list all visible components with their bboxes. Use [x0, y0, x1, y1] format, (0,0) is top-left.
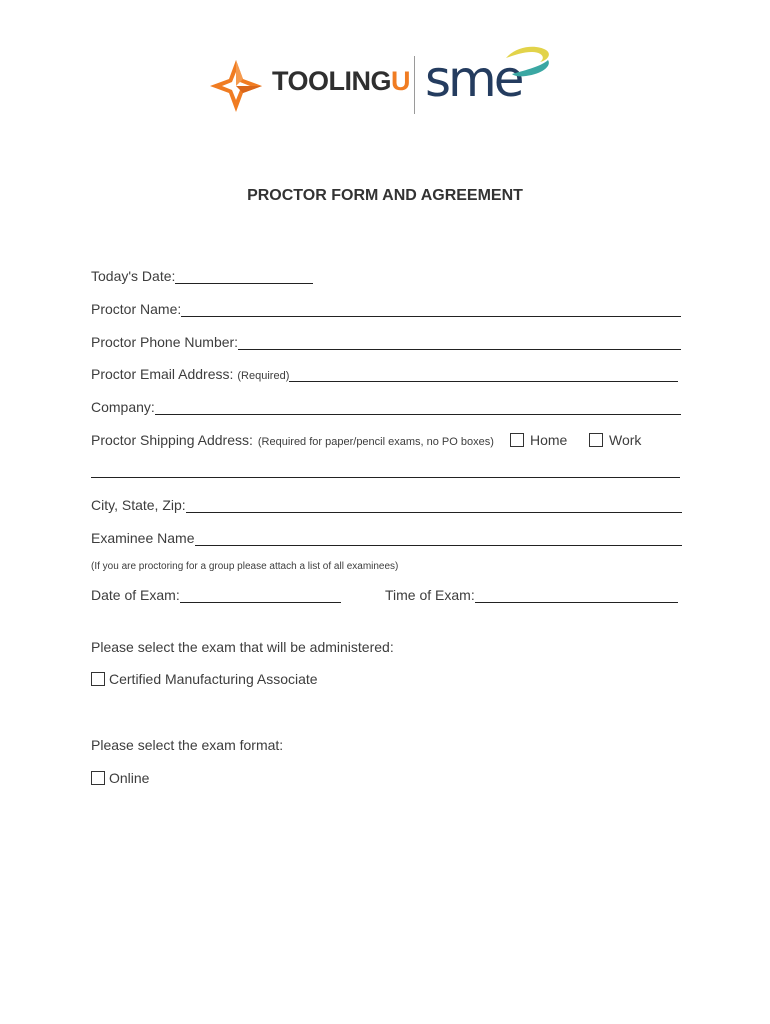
date-of-exam-field[interactable]	[180, 588, 341, 603]
toolingu-compass-icon	[210, 60, 262, 112]
sme-swoosh-icon	[502, 44, 562, 84]
shipping-address-note: (Required for paper/pencil exams, no PO boxes)	[257, 436, 494, 448]
city-state-zip-field[interactable]	[186, 498, 682, 513]
shipping-address-row	[91, 432, 494, 448]
logo-divider	[414, 56, 415, 114]
time-of-exam-row	[385, 587, 678, 603]
shipping-address-label: Proctor Shipping Address:	[91, 432, 253, 448]
proctor-email-label: Proctor Email Address:	[91, 366, 234, 382]
time-of-exam-label: Time of Exam:	[385, 587, 475, 603]
examinee-name-field[interactable]	[195, 531, 682, 546]
proctor-phone-field[interactable]	[238, 335, 681, 350]
exam-select-prompt: Please select the exam that will be administered:	[91, 639, 394, 655]
proctor-name-label: Proctor Name:	[91, 301, 182, 317]
examinee-name-label: Examinee Name	[91, 530, 195, 546]
todays-date-field[interactable]	[175, 269, 313, 284]
proctor-email-row	[91, 366, 678, 382]
examinee-name-row	[91, 530, 682, 546]
date-of-exam-row	[91, 587, 341, 603]
exam-option-cma[interactable]	[91, 671, 318, 687]
sme-wordmark: sme	[425, 50, 522, 108]
proctor-phone-label: Proctor Phone Number:	[91, 334, 239, 350]
company-field[interactable]	[155, 400, 681, 415]
todays-date-label: Today's Date:	[91, 268, 176, 284]
home-option[interactable]	[510, 432, 567, 448]
proctor-email-required-note: (Required)	[237, 370, 290, 382]
company-row	[91, 399, 681, 415]
city-state-zip-label: City, State, Zip:	[91, 497, 186, 513]
work-label: Work	[609, 432, 642, 448]
proctor-email-field[interactable]	[289, 367, 678, 382]
format-option-online[interactable]	[91, 770, 149, 786]
proctor-phone-row	[91, 334, 681, 350]
company-label: Company:	[91, 399, 155, 415]
format-online-checkbox[interactable]	[91, 771, 105, 785]
work-option[interactable]	[589, 432, 641, 448]
todays-date-row	[91, 268, 313, 284]
proctor-name-row	[91, 301, 681, 317]
time-of-exam-field[interactable]	[475, 588, 678, 603]
format-select-prompt: Please select the exam format:	[91, 737, 284, 753]
group-note: (If you are proctoring for a group please attach a list of all examinees)	[91, 561, 399, 572]
exam-cma-checkbox[interactable]	[91, 672, 105, 686]
home-label: Home	[530, 432, 568, 448]
shipping-address-field[interactable]	[91, 477, 680, 478]
logo	[210, 44, 560, 118]
work-checkbox[interactable]	[589, 433, 603, 447]
city-state-zip-row	[91, 497, 682, 513]
exam-cma-label: Certified Manufacturing Associate	[109, 671, 318, 687]
form-title: PROCTOR FORM AND AGREEMENT	[247, 187, 523, 204]
home-checkbox[interactable]	[510, 433, 524, 447]
format-online-label: Online	[109, 770, 150, 786]
date-of-exam-label: Date of Exam:	[91, 587, 180, 603]
brand-name: TOOLINGU	[272, 66, 411, 96]
proctor-name-field[interactable]	[181, 302, 681, 317]
